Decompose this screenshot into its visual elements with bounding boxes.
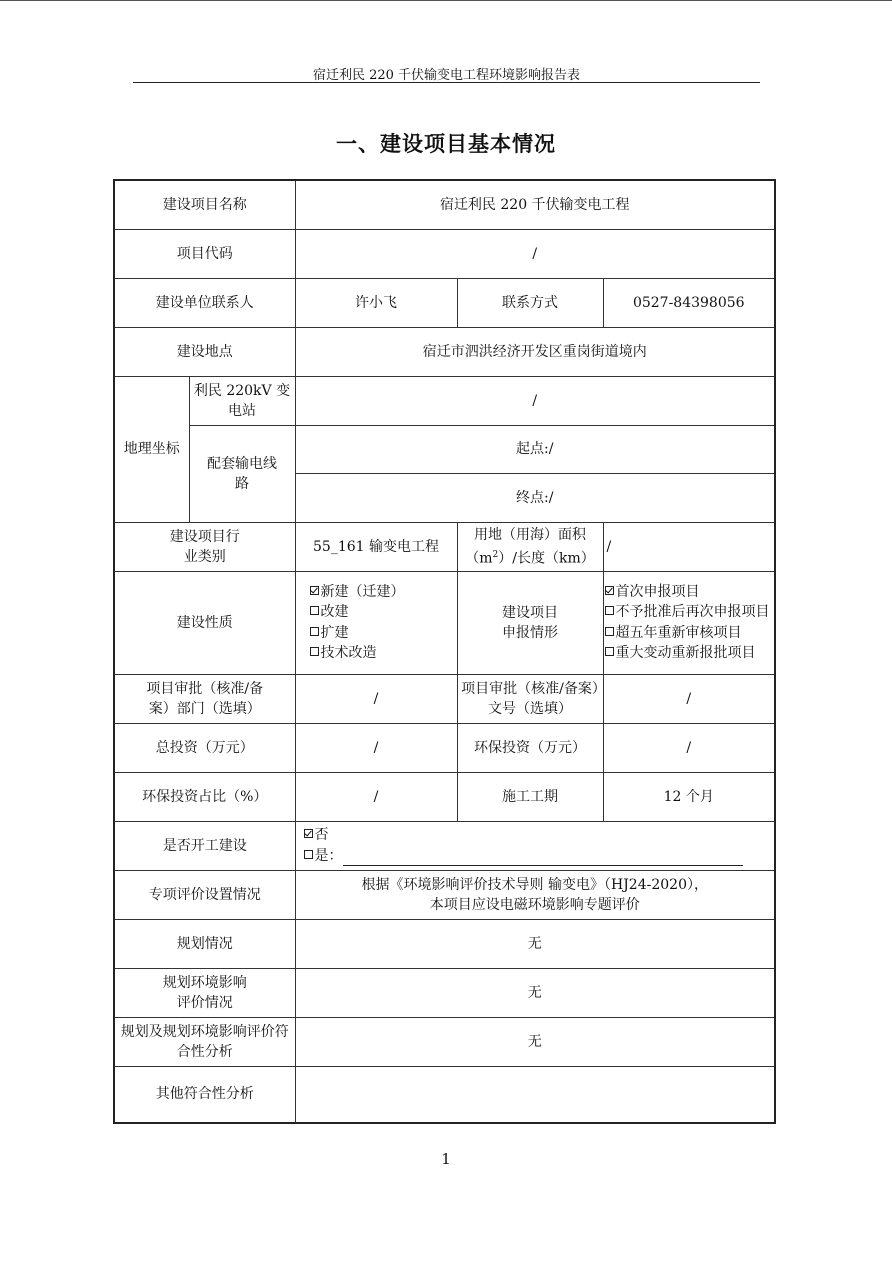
checkbox-icon bbox=[605, 627, 614, 636]
label-industry: 建设项目行业类别 bbox=[114, 522, 295, 571]
label-approval-doc: 项目审批（核准/备案）文号（选填） bbox=[457, 674, 603, 723]
value-other bbox=[295, 1066, 775, 1123]
label-planning: 规划情况 bbox=[114, 919, 295, 968]
row-investment bbox=[114, 723, 775, 772]
label-coords: 地理坐标 bbox=[114, 376, 189, 522]
started-options bbox=[295, 821, 775, 870]
value-substation: / bbox=[295, 376, 775, 425]
label-project-code: 项目代码 bbox=[114, 229, 295, 278]
started-yes-blank[interactable] bbox=[343, 851, 743, 866]
label-area-line1: 用地（用海）面积 bbox=[474, 526, 586, 543]
started-option-yes[interactable]: 是： bbox=[304, 846, 772, 867]
started-option-no[interactable]: 否 bbox=[304, 825, 772, 846]
label-contact: 建设单位联系人 bbox=[114, 278, 295, 327]
row-coords-substation bbox=[114, 376, 775, 425]
report-option-resubmit[interactable]: 不予批准后再次申报项目 bbox=[605, 602, 772, 623]
value-project-code: / bbox=[295, 229, 775, 278]
value-env-investment: / bbox=[603, 723, 775, 772]
value-planning-env: 无 bbox=[295, 968, 775, 1017]
label-line: 配套输电线路 bbox=[189, 425, 295, 522]
checked-box-icon bbox=[310, 586, 319, 595]
row-planning bbox=[114, 919, 775, 968]
label-started: 是否开工建设 bbox=[114, 821, 295, 870]
label-report: 建设项目申报情形 bbox=[457, 571, 603, 674]
row-ratio bbox=[114, 772, 775, 821]
report-options bbox=[603, 571, 775, 674]
value-phone: 0527-84398056 bbox=[603, 278, 775, 327]
checkbox-icon bbox=[605, 606, 614, 615]
checked-box-icon bbox=[304, 829, 313, 838]
checked-box-icon bbox=[605, 586, 614, 595]
value-compliance: 无 bbox=[295, 1017, 775, 1066]
checkbox-icon bbox=[310, 647, 319, 656]
row-approval bbox=[114, 674, 775, 723]
row-other bbox=[114, 1066, 775, 1123]
label-area-unit-post: ）/长度（km） bbox=[498, 550, 595, 567]
page-number: 1 bbox=[441, 1150, 451, 1168]
row-contact bbox=[114, 278, 775, 327]
nature-option-rebuild[interactable]: 改建 bbox=[310, 602, 454, 623]
nature-option-expand[interactable]: 扩建 bbox=[310, 623, 454, 644]
value-line-start: 起点:/ bbox=[295, 425, 775, 473]
row-compliance bbox=[114, 1017, 775, 1066]
value-special-line1: 根据《环境影响评价技术导则 输变电》（HJ24-2020）， bbox=[361, 876, 708, 893]
nature-options bbox=[295, 571, 457, 674]
value-contact: 许小飞 bbox=[295, 278, 457, 327]
label-special: 专项评价设置情况 bbox=[114, 870, 295, 919]
checkbox-icon bbox=[605, 647, 614, 656]
value-approval-dept: / bbox=[295, 674, 457, 723]
project-info-table bbox=[113, 179, 776, 1124]
value-area: / bbox=[603, 522, 775, 571]
nature-option-tech[interactable]: 技术改造 bbox=[310, 643, 454, 664]
report-option-major-change[interactable]: 重大变动重新报批项目 bbox=[605, 643, 772, 664]
label-phone: 联系方式 bbox=[457, 278, 603, 327]
page-top-border bbox=[0, 0, 892, 1]
report-option-first[interactable]: 首次申报项目 bbox=[605, 582, 772, 603]
value-special bbox=[295, 870, 775, 919]
value-approval-doc: / bbox=[603, 674, 775, 723]
header-rule bbox=[133, 82, 760, 83]
label-period: 施工工期 bbox=[457, 772, 603, 821]
value-line-end: 终点:/ bbox=[295, 473, 775, 522]
section-title: 一、建设项目基本情况 bbox=[336, 132, 556, 156]
label-planning-env: 规划环境影响评价情况 bbox=[114, 968, 295, 1017]
checkbox-icon bbox=[310, 606, 319, 615]
row-special bbox=[114, 870, 775, 919]
row-planning-env bbox=[114, 968, 775, 1017]
value-project-name: 宿迁利民 220 千伏输变电工程 bbox=[295, 180, 775, 229]
label-ratio: 环保投资占比（%） bbox=[114, 772, 295, 821]
nature-option-new[interactable]: 新建（迁建） bbox=[310, 582, 454, 603]
label-env-investment: 环保投资（万元） bbox=[457, 723, 603, 772]
value-planning: 无 bbox=[295, 919, 775, 968]
row-project-code bbox=[114, 229, 775, 278]
value-investment: / bbox=[295, 723, 457, 772]
row-industry bbox=[114, 522, 775, 571]
value-special-line2: 本项目应设电磁环境影响专题评价 bbox=[429, 896, 640, 913]
row-started bbox=[114, 821, 775, 870]
report-option-five-year[interactable]: 超五年重新审核项目 bbox=[605, 623, 772, 644]
label-nature: 建设性质 bbox=[114, 571, 295, 674]
label-location: 建设地点 bbox=[114, 327, 295, 376]
running-header: 宿迁利民 220 千伏输变电工程环境影响报告表 bbox=[312, 68, 581, 83]
value-period: 12 个月 bbox=[603, 772, 775, 821]
label-investment: 总投资（万元） bbox=[114, 723, 295, 772]
label-compliance: 规划及规划环境影响评价符合性分析 bbox=[114, 1017, 295, 1066]
label-area-unit-pre: （m bbox=[465, 550, 493, 567]
row-coords-start bbox=[114, 425, 775, 473]
value-ratio: / bbox=[295, 772, 457, 821]
row-location bbox=[114, 327, 775, 376]
label-approval-dept: 项目审批（核准/备案）部门（选填） bbox=[114, 674, 295, 723]
row-project-name bbox=[114, 180, 775, 229]
checkbox-icon bbox=[304, 850, 313, 859]
checkbox-icon bbox=[310, 627, 319, 636]
row-nature bbox=[114, 571, 775, 674]
label-other: 其他符合性分析 bbox=[114, 1066, 295, 1123]
value-location: 宿迁市泗洪经济开发区重岗街道境内 bbox=[295, 327, 775, 376]
label-area-unit-sup: 2 bbox=[492, 549, 499, 560]
label-area bbox=[457, 522, 603, 571]
label-project-name: 建设项目名称 bbox=[114, 180, 295, 229]
label-substation: 利民 220kV 变电站 bbox=[189, 376, 295, 425]
value-industry: 55_161 输变电工程 bbox=[295, 522, 457, 571]
